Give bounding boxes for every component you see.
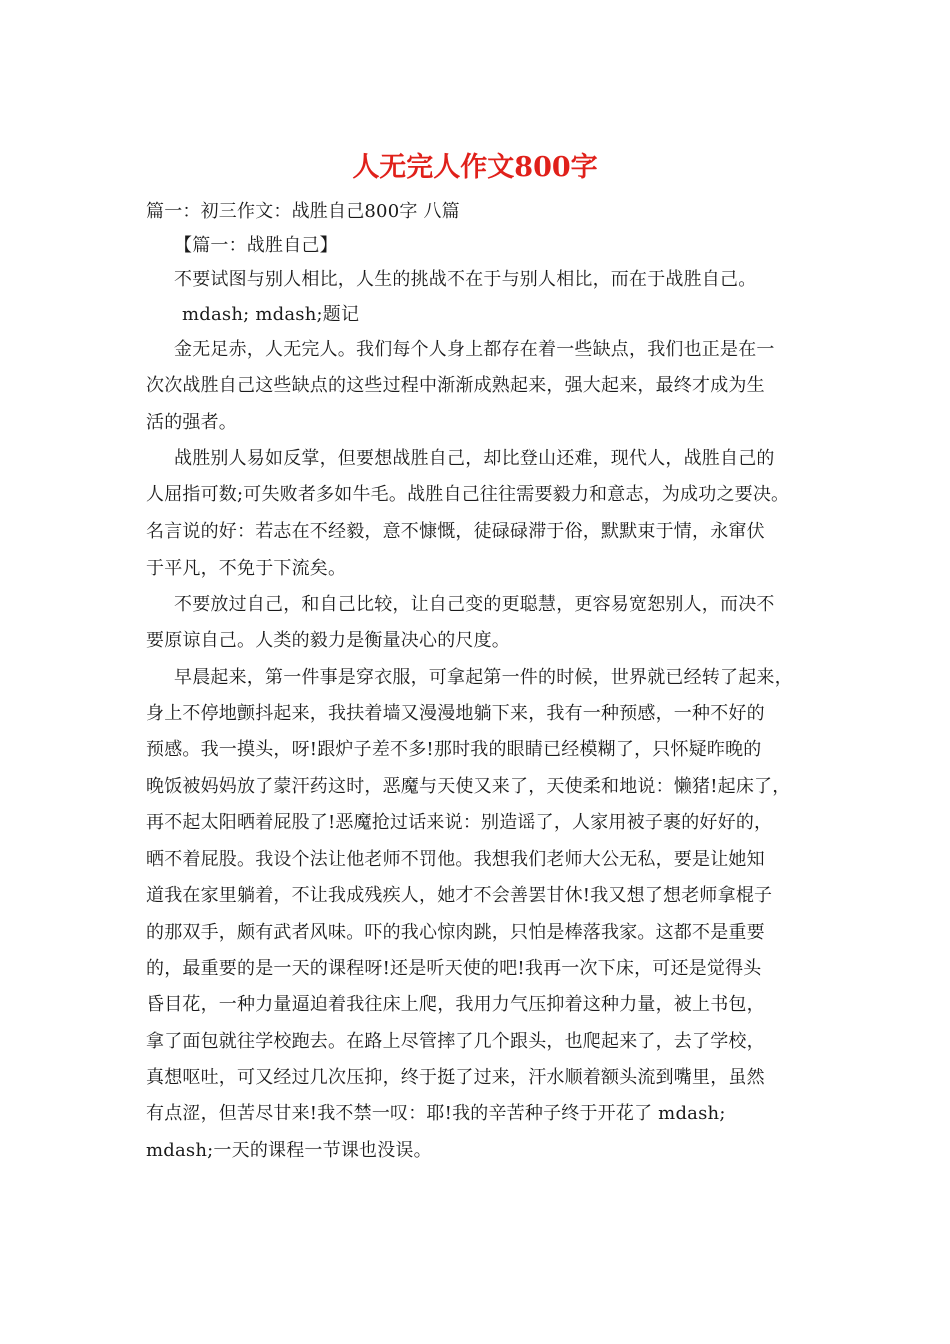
- paragraph-line: 活的强者。: [146, 412, 237, 433]
- paragraph-line: 不要放过自己，和自己比较，让自己变的更聪慧，更容易宽恕别人，而决不: [174, 594, 775, 615]
- paragraph-line: 名言说的好：若志在不经毅，意不慷慨，徒碌碌滞于俗，默默束于情，永窜伏: [146, 521, 765, 542]
- section-heading: 篇一：初三作文：战胜自己800字 八篇: [146, 201, 460, 222]
- paragraph-line: 战胜别人易如反掌，但要想战胜自己，却比登山还难，现代人，战胜自己的: [174, 448, 775, 469]
- paragraph-line: 早晨起来，第一件事是穿衣服，可拿起第一件的时候，世界就已经转了起来，: [174, 667, 793, 688]
- epigraph-line: mdash; mdash;题记: [182, 304, 360, 325]
- paragraph-line: 的，最重要的是一天的课程呀!还是听天使的吧!我再一次下床，可还是觉得头: [146, 958, 762, 979]
- paragraph-line: 要原谅自己。人类的毅力是衡量决心的尺度。: [146, 630, 510, 651]
- paragraph-line: 人屈指可数;可失败者多如牛毛。战胜自己往往需要毅力和意志，为成功之要决。: [146, 484, 790, 505]
- paragraph-line: 真想呕吐，可又经过几次压抑，终于挺了过来，汗水顺着额头流到嘴里，虽然: [146, 1067, 765, 1088]
- paragraph-line: 道我在家里躺着，不让我成残疾人，她才不会善罢甘休!我又想了想老师拿棍子: [146, 885, 773, 906]
- paragraph-line: 昏目花，一种力量逼迫着我往床上爬，我用力气压抑着这种力量，被上书包，: [146, 994, 765, 1015]
- paragraph-line: 于平凡，不免于下流矣。: [146, 558, 347, 579]
- paragraph-line: mdash;一天的课程一节课也没误。: [146, 1140, 432, 1161]
- paragraph-line: 次次战胜自己这些缺点的这些过程中渐渐成熟起来，强大起来，最终才成为生: [146, 375, 765, 396]
- paragraph-line: 晒不着屁股。我设个法让他老师不罚他。我想我们老师大公无私，要是让她知: [146, 849, 765, 870]
- paragraph-line: 身上不停地颤抖起来，我扶着墙又漫漫地躺下来，我有一种预感，一种不好的: [146, 703, 765, 724]
- paragraph-line: 预感。我一摸头，呀!跟炉子差不多!那时我的眼睛已经模糊了，只怀疑昨晚的: [146, 739, 762, 760]
- paragraph-line: 有点涩，但苦尽甘来!我不禁一叹：耶!我的辛苦种子终于开花了 mdash;: [146, 1103, 726, 1124]
- page-title: 人无完人作文800字: [352, 152, 598, 183]
- paragraph-line: 拿了面包就往学校跑去。在路上尽管摔了几个跟头，也爬起来了，去了学校，: [146, 1031, 765, 1052]
- paragraph-line: 不要试图与别人相比，人生的挑战不在于与别人相比，而在于战胜自己。: [174, 269, 757, 290]
- paragraph-line: 金无足赤，人无完人。我们每个人身上都存在着一些缺点，我们也正是在一: [174, 339, 775, 360]
- paragraph-line: 晚饭被妈妈放了蒙汗药这时，恶魔与天使又来了，天使柔和地说：懒猪!起床了，: [146, 776, 791, 797]
- paragraph-line: 再不起太阳晒着屁股了!恶魔抢过话来说：别造谣了，人家用被子裹的好好的，: [146, 812, 773, 833]
- paragraph-line: 的那双手，颇有武者风味。吓的我心惊肉跳，只怕是棒落我家。这都不是重要: [146, 922, 765, 943]
- sub-heading: 【篇一：战胜自己】: [174, 235, 338, 256]
